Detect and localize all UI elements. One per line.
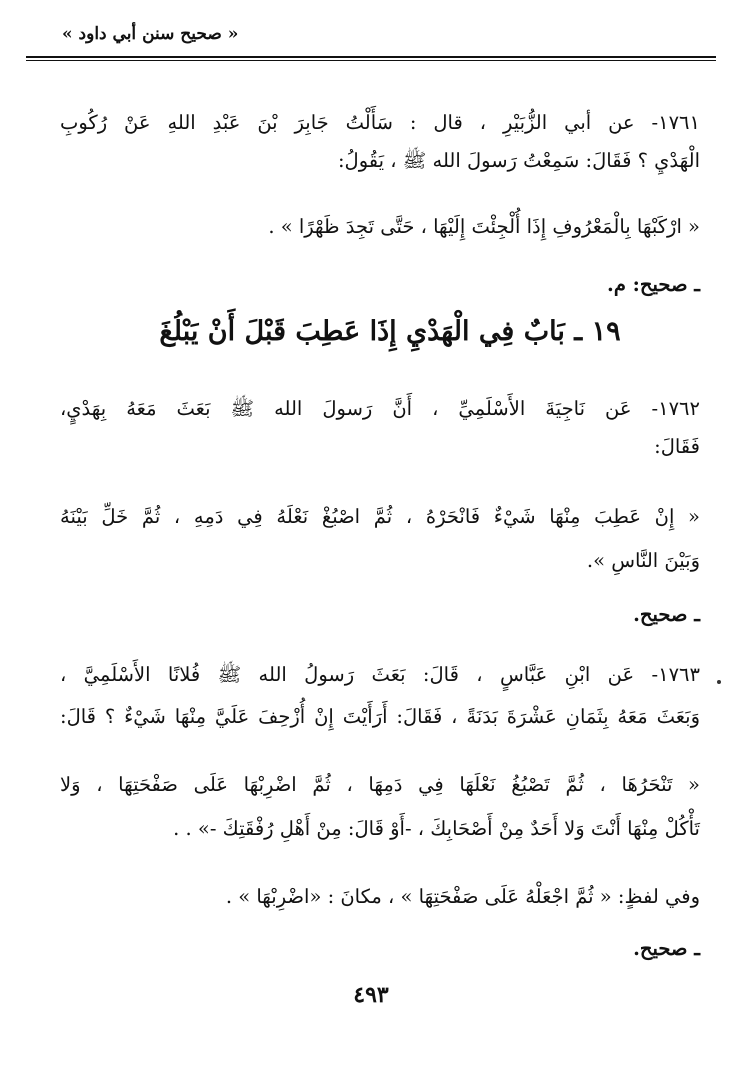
hadith-1762-grade: ـ صحيح. — [633, 603, 700, 626]
hadith-1762-quote-2: وَبَيْنَ النَّاسِ ». — [586, 549, 700, 572]
hadith-1761-line-1: ١٧٦١- عن أبي الزُّبَيْرِ ، قال : سَأَلْتُ جَابِرَ بْنَ عَبْدِ اللهِ عَنْ رُكُوبِ — [60, 111, 700, 134]
hadith-1763-grade: ـ صحيح. — [633, 937, 700, 960]
hadith-1761-quote: « ارْكَبْهَا بِالْمَعْرُوفِ إِذَا أُلْجِئْتَ إِلَيْهَا ، حَتَّى تَجِدَ ظَهْرًا » . — [268, 215, 700, 238]
chapter-heading: ١٩ ـ بَابٌ فِي الْهَدْيِ إِذَا عَطِبَ قَبْلَ أَنْ يَبْلُغَ — [159, 316, 621, 347]
hadith-1761-grade: ـ صحيح: م. — [607, 273, 700, 296]
page-number: ٤٩٣ — [353, 982, 389, 1008]
hadith-1761-line-2: الْهَدْيِ ؟ فَقَالَ: سَمِعْتُ رَسولَ الله ﷺ ، يَقُولُ: — [337, 149, 700, 172]
hadith-1762-line-2: فَقَالَ: — [654, 435, 700, 458]
hadith-1763-quote-1: « تَنْحَرُهَا ، ثُمَّ تَصْبُغُ نَعْلَهَا فِي دَمِهَا ، ثُمَّ اضْرِبْهَا عَلَى صَفْحَتِهَا ، وَلا — [60, 773, 700, 796]
hadith-1763-line-1: ١٧٦٣- عَن ابْنِ عَبَّاسٍ ، قَالَ: بَعَثَ رَسولُ الله ﷺ فُلانًا الأَسْلَمِيَّ ، — [60, 663, 700, 686]
header-rule — [26, 56, 716, 61]
hadith-1763-line-2: وَبَعَثَ مَعَهُ بِثَمَانِ عَشْرَةَ بَدَنَةً ، فَقَالَ: أَرَأَيْتَ إِنْ أُزْحِفَ عَلَيَّ مِنْهَا شَيْءٌ ؟ قَالَ: — [60, 705, 700, 728]
page-header — [26, 18, 716, 58]
hadith-1762-line-1: ١٧٦٢- عَن نَاجِيَةَ الأَسْلَمِيِّ ، أَنَّ رَسولَ الله ﷺ بَعَثَ مَعَهُ بِهَدْيٍ، — [60, 397, 700, 420]
ink-speck — [717, 680, 721, 684]
running-title: « صحيح سنن أبي داود » — [62, 24, 239, 44]
hadith-1762-quote-1: « إِنْ عَطِبَ مِنْهَا شَيْءٌ فَانْحَرْهُ ، ثُمَّ اصْبُغْ نَعْلَهُ فِي دَمِهِ ، ثُمَّ خَلِّ بَيْنَهُ — [60, 505, 700, 528]
hadith-1763-variant: وفي لفظٍ: « ثُمَّ اجْعَلْهُ عَلَى صَفْحَتِهَا » ، مكانَ : «اضْرِبْهَا » . — [225, 885, 700, 908]
hadith-1763-quote-2: تَأْكُلْ مِنْهَا أَنْتَ وَلا أَحَدٌ مِنْ أَصْحَابِكَ ، -أَوْ قَالَ: مِنْ أَهْلِ رُفْقَتِكَ -» . . — [173, 817, 700, 840]
